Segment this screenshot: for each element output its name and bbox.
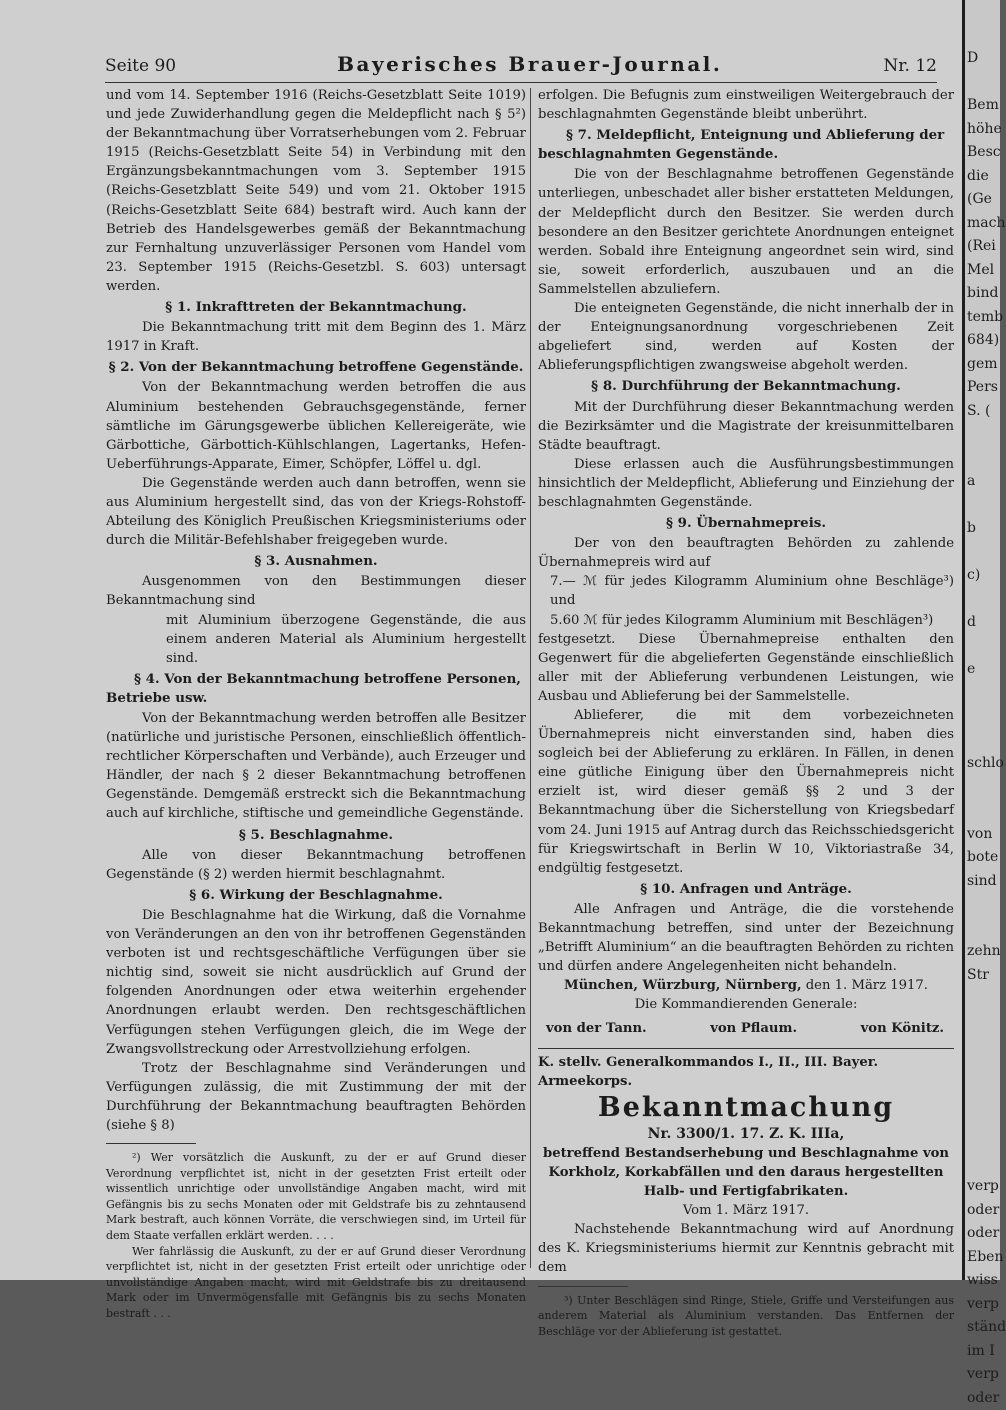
adjacent-fragment [965, 776, 1000, 800]
adjacent-fragment [965, 71, 1000, 95]
section-6-text-1: Die Beschlagnahme hat die Wirkung, daß die Vornahme von Veränderungen an den von ihr betroffenen Gegenständen verboten ist und rechtsgeschäftliche Verfügungen über sie nichtig sind, soweit sie nicht ausdrücklich auf Grund der folgenden Anordnungen oder etwa weiterhin ergehender Anordnungen erlaubt werden. Den rechtsgeschäftlichen Verfügungen stehen Verfügungen gleich, die im Wege der Zwangsvollstreckung oder Arrestvollziehung erfolgen. [106, 906, 526, 1059]
adjacent-fragment: (Rei [965, 235, 1000, 259]
adjacent-fragment: höhe [965, 118, 1000, 142]
section-1-heading: § 1. Inkrafttreten der Bekanntmachung. [106, 298, 526, 317]
adjacent-fragment [965, 635, 1000, 659]
section-3-heading: § 3. Ausnahmen. [106, 552, 526, 571]
adjacent-fragment: gem [965, 353, 1000, 377]
adjacent-fragment [965, 494, 1000, 518]
adjacent-fragment: a [965, 470, 1000, 494]
adjacent-fragment [965, 917, 1000, 941]
journal-title: Bayerisches Brauer-Journal. [337, 52, 722, 76]
section-8-text-2: Diese erlassen auch die Ausführungsbestimmungen hinsichtlich der Meldepflicht, Ablieferung und Einziehung der beschlagnahmten Gegenstände. [538, 455, 954, 512]
footnote-block-left [106, 1150, 526, 1322]
page-number: Seite 90 [105, 56, 176, 76]
adjacent-fragment: Besc [965, 141, 1000, 165]
adjacent-fragment [965, 1128, 1000, 1152]
left-column [106, 86, 526, 1322]
adjacent-fragment: die [965, 165, 1000, 189]
adjacent-fragment: (Ge [965, 188, 1000, 212]
right-column [538, 86, 954, 1339]
footnote-3: ³) Unter Beschlägen sind Ringe, Stiele, Griffe und Versteifungen aus anderem Material als Aluminium verstanden. Das Entfernen der Beschläge vor der Ablieferung ist gestattet. [538, 1293, 954, 1340]
section-9-text: Der von den beauftragten Behörden zu zahlende Übernahmepreis wird auf [538, 534, 954, 572]
section-8-text-1: Mit der Durchführung dieser Bekanntmachung werden die Bezirksämter und die Magistrate der kreisunmittelbaren Städte beauftragt. [538, 398, 954, 455]
adjacent-fragment [965, 1058, 1000, 1082]
section-7-text-2: Die enteigneten Gegenstände, die nicht innerhalb der in der Enteignungsanordnung vorgeschriebenen Zeit abgeliefert sind, werden auf Kosten der Ablieferungspflichtigen zwangsweise abgeholt werden. [538, 299, 954, 375]
footnote-2: ²) Wer vorsätzlich die Auskunft, zu der er auf Grund dieser Verordnung verpflichtet ist, nicht in der gesetzten Frist erteilt oder wissentlich unrichtige oder unvollständige Angaben macht, wird mit Gefängnis bis zu sechs Monaten oder mit Geldstrafe bis zu zehntausend Mark bestraft, auch können Vorräte, die verschwiegen sind, im Urteil für dem Staate verfallen erklärt werden. . . . [106, 1150, 526, 1244]
section-4-heading: § 4. Von der Bekanntmachung betroffene Personen, Betriebe usw. [106, 670, 526, 708]
footnote-block-right [538, 1293, 954, 1340]
adjacent-page-edge [962, 0, 1000, 1280]
section-7-text-1: Die von der Beschlagnahme betroffenen Gegenstände unterliegen, unbeschadet aller bisher erstatteten Meldungen, der Meldepflicht durch den Besitzer. Sie werden durch besondere an den Besitzer gerichtete Anordnungen enteignet werden. Sobald ihre Enteignung angeordnet sein wird, sind sie, soweit erforderlich, auszubauen und an die Sammelstellen abzuliefern. [538, 165, 954, 299]
section-1-text: Die Bekanntmachung tritt mit dem Beginn des 1. März 1917 in Kraft. [106, 318, 526, 356]
footnote-rule-right [538, 1286, 628, 1287]
section-5-text: Alle von dieser Bekanntmachung betroffenen Gegenstände (§ 2) werden hiermit beschlagnahmt. [106, 846, 526, 884]
adjacent-fragment: D [965, 47, 1000, 71]
adjacent-fragment: oder [965, 1199, 1000, 1223]
adjacent-fragment: Mel [965, 259, 1000, 283]
footnote-2-continued: Wer fahrlässig die Auskunft, zu der er auf Grund dieser Verordnung verpflichtet ist, nicht in der gesetzten Frist erteilt oder unrichtige oder unvollständige Angaben macht, wird mit Geldstrafe bis zu dreitausend Mark oder im Unvermögensfalle mit Gefängnis bis zu sechs Monaten bestraft . . . [106, 1244, 526, 1322]
signatures [538, 1015, 954, 1042]
adjacent-fragment: temb [965, 306, 1000, 330]
footnote-rule [106, 1143, 196, 1144]
adjacent-fragment: bote [965, 846, 1000, 870]
adjacent-fragment: von [965, 823, 1000, 847]
adjacent-page-fragments [965, 47, 1000, 1410]
section-3-item: mit Aluminium überzogene Gegenstände, die aus einem anderen Material als Aluminium hergestellt sind. [106, 611, 526, 668]
adjacent-fragment: verp [965, 1175, 1000, 1199]
generals-line: Die Kommandierenden Generale: [538, 995, 954, 1014]
adjacent-fragment: 684) [965, 329, 1000, 353]
section-10-text: Alle Anfragen und Anträge, die die vorstehende Bekanntmachung betreffen, sind unter der Bezeichnung „Betrifft Aluminium“ an die beauftragten Behörden zu richten und dürfen andere Angelegenheiten nicht behandeln. [538, 900, 954, 976]
section-2-text-1: Von der Bekanntmachung werden betroffen die aus Aluminium bestehenden Gebrauchsgegenstände, ferner sämtliche im Gärungsgewerbe üblichen Kellereigeräte, wie Gärbottiche, Gärbottich-Kühlschlangen, Lagertanks, Hefen-Ueberführungs-Apparate, Eimer, Schöpfer, Löffel u. dgl. [106, 378, 526, 473]
section-8-heading: § 8. Durchführung der Bekanntmachung. [538, 377, 954, 396]
signature-3: von Könitz. [861, 1019, 944, 1038]
adjacent-fragment: bind [965, 282, 1000, 306]
adjacent-fragment [965, 541, 1000, 565]
date: den 1. März 1917. [806, 978, 928, 993]
section-3-text: Ausgenommen von den Bestimmungen dieser Bekanntmachung sind [106, 572, 526, 610]
adjacent-fragment: S. ( [965, 400, 1000, 424]
left-continuation: und vom 14. September 1916 (Reichs-Gesetzblatt Seite 1019) und jede Zuwiderhandlung gegen die Meldepflicht nach § 5²) der Bekanntmachung über Vorratserhebungen vom 2. Februar 1915 (Reichs-Gesetzblatt Seite 54) in Verbindung mit den Ergänzungsbekanntmachungen vom 3. September 1915 (Reichs-Gesetzblatt Seite 549) und vom 21. Oktober 1915 (Reichs-Gesetzblatt Seite 684) bestraft wird. Auch kann der Betrieb des Handelsgewerbes gemäß der Bekanntmachung zur Fernhaltung unzuverlässiger Personen vom Handel vom 23. September 1915 (Reichs-Gesetzbl. S. 603) untersagt werden. [106, 86, 526, 296]
notice-date: Vom 1. März 1917. [538, 1201, 954, 1220]
adjacent-fragment: Bem [965, 94, 1000, 118]
adjacent-fragment: verp [965, 1293, 1000, 1317]
adjacent-fragment: ständ [965, 1316, 1000, 1340]
price-line-2: 5.60 ℳ für jedes Kilogramm Aluminium mit Beschlägen³) [538, 611, 954, 630]
notice-number: Nr. 3300/1. 17. Z. K. IIIa, [538, 1125, 954, 1144]
adjacent-fragment: sind [965, 870, 1000, 894]
adjacent-fragment: mach [965, 212, 1000, 236]
section-9-heading: § 9. Übernahmepreis. [538, 514, 954, 533]
section-7-heading: § 7. Meldepflicht, Enteignung und Ablieferung der beschlagnahmten Gegenstände. [538, 126, 954, 164]
adjacent-fragment [965, 1011, 1000, 1035]
adjacent-fragment [965, 682, 1000, 706]
adjacent-fragment: oder [965, 1387, 1000, 1410]
notice-text: Nachstehende Bekanntmachung wird auf Anordnung des K. Kriegsministeriums hiermit zur Kenntnis gebracht mit dem [538, 1220, 954, 1277]
signature-2: von Pflaum. [710, 1019, 797, 1038]
adjacent-fragment: wiss [965, 1269, 1000, 1293]
section-9-text-2: festgesetzt. Diese Übernahmepreise enthalten den Gegenwert für die abgelieferten Gegenstände einschließlich aller mit der Ablieferung verbundenen Leistungen, wie Ausbau und Ablieferung bei der Sammelstelle. [538, 630, 954, 706]
adjacent-fragment: d [965, 611, 1000, 635]
adjacent-fragment: c) [965, 564, 1000, 588]
price-line-1: 7.— ℳ für jedes Kilogramm Aluminium ohne Beschläge³) und [538, 572, 954, 610]
adjacent-fragment [965, 423, 1000, 447]
adjacent-fragment [965, 987, 1000, 1011]
place-and-date [538, 976, 954, 995]
section-2-text-2: Die Gegenstände werden auch dann betroffen, wenn sie aus Aluminium hergestellt sind, das von der Kriegs-Rohstoff-Abteilung des Königlich Preußischen Kriegsministeriums oder durch die Militär-Befehlshaber freigegeben wurde. [106, 474, 526, 550]
adjacent-fragment [965, 893, 1000, 917]
section-5-heading: § 5. Beschlagnahme. [106, 826, 526, 845]
adjacent-fragment: Eben [965, 1246, 1000, 1270]
column-divider [530, 88, 531, 1268]
adjacent-fragment: zehn [965, 940, 1000, 964]
places: München, Würzburg, Nürnberg, [564, 978, 802, 993]
section-4-text: Von der Bekanntmachung werden betroffen alle Besitzer (natürliche und juristische Personen, einschließlich öffentlich-rechtlicher Körperschaften und Verbände), auch Erzeuger und Händler, der nach § 2 dieser Bekanntmachung betroffenen Gegenstände. Demgemäß erstreckt sich die Bekanntmachung auch auf kirchliche, stiftische und gemeindliche Gegenstände. [106, 709, 526, 824]
adjacent-fragment [965, 447, 1000, 471]
adjacent-fragment [965, 1034, 1000, 1058]
signature-1: von der Tann. [546, 1019, 647, 1038]
adjacent-fragment [965, 729, 1000, 753]
adjacent-fragment [965, 588, 1000, 612]
adjacent-fragment: b [965, 517, 1000, 541]
adjacent-fragment: schlo [965, 752, 1000, 776]
right-continuation: erfolgen. Die Befugnis zum einstweiligen Weitergebrauch der beschlagnahmten Gegenstände bleibt unberührt. [538, 86, 954, 124]
notice-title: Bekanntmachung [538, 1093, 954, 1123]
adjacent-fragment: e [965, 658, 1000, 682]
notice-header: K. stellv. Generalkommandos I., II., III. Bayer. Armeekorps. [538, 1053, 954, 1091]
adjacent-fragment: Str [965, 964, 1000, 988]
section-6-heading: § 6. Wirkung der Beschlagnahme. [106, 886, 526, 905]
section-10-heading: § 10. Anfragen und Anträge. [538, 880, 954, 899]
adjacent-fragment [965, 705, 1000, 729]
page-header [105, 52, 937, 83]
notice-divider [538, 1048, 954, 1049]
section-2-heading: § 2. Von der Bekanntmachung betroffene Gegenstände. [106, 358, 526, 377]
notice-subject: betreffend Bestandserhebung und Beschlagnahme von Korkholz, Korkabfällen und den daraus hergestellten Halb- und Fertigfabrikaten. [538, 1144, 954, 1201]
adjacent-fragment: Pers [965, 376, 1000, 400]
adjacent-fragment: verp [965, 1363, 1000, 1387]
adjacent-fragment [965, 799, 1000, 823]
adjacent-fragment: oder [965, 1222, 1000, 1246]
adjacent-fragment: im I [965, 1340, 1000, 1364]
section-6-text-2: Trotz der Beschlagnahme sind Veränderungen und Verfügungen zulässig, die mit Zustimmung der mit der Durchführung der Bekanntmachung beauftragten Behörden (siehe § 8) [106, 1059, 526, 1135]
adjacent-fragment [965, 1152, 1000, 1176]
adjacent-fragment [965, 1081, 1000, 1105]
adjacent-fragment [965, 1105, 1000, 1129]
issue-number: Nr. 12 [883, 56, 937, 76]
section-9-text-3: Ablieferer, die mit dem vorbezeichneten Übernahmepreis nicht einverstanden sind, haben dies sogleich bei der Ablieferung zu erklären. In Fällen, in denen eine gütliche Einigung über den Übernahmepreis nicht erzielt ist, wird dieser gemäß §§ 2 und 3 der Bekanntmachung über die Sicherstellung von Kriegsbedarf vom 24. Juni 1915 auf Antrag durch das Reichsschiedsgericht für Kriegswirtschaft in Berlin W 10, Viktoriastraße 34, endgültig festgesetzt. [538, 706, 954, 878]
